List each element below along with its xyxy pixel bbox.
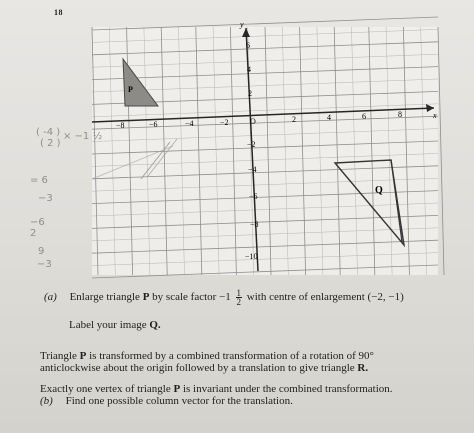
part-b-text: Find one possible column vector for the translation. bbox=[65, 395, 293, 407]
transform-line1-middle: is transformed by a combined transformation of a rotation of 90° bbox=[89, 350, 374, 362]
x-tick-label: −8 bbox=[116, 121, 125, 130]
y-tick-label: −4 bbox=[248, 165, 257, 174]
y-tick-label: 4 bbox=[247, 65, 251, 74]
part-a-line2-prefix: Label your image bbox=[69, 319, 147, 331]
question-part-b bbox=[40, 395, 460, 408]
triangle-q-label: Q bbox=[375, 185, 383, 196]
question-part-a-line-2 bbox=[69, 319, 474, 332]
working-column-bottom: ( 2 ) bbox=[40, 138, 61, 149]
part-a-scale-fraction bbox=[236, 289, 243, 306]
part-a-suffix: with centre of enlargement (−2, −1) bbox=[246, 291, 404, 304]
transform-line2-prefix: anticlockwise about the origin followed by a translation to give triangle bbox=[40, 362, 355, 374]
x-axis-label: x bbox=[433, 111, 437, 120]
y-tick-label: 6 bbox=[246, 41, 250, 50]
invariant-line bbox=[40, 383, 470, 395]
invariant-line-prefix: Exactly one vertex of triangle bbox=[40, 383, 171, 395]
part-a-line2-q: Q. bbox=[149, 319, 161, 331]
working-lower-bottom: −3 bbox=[37, 259, 52, 270]
y-axis-label: y bbox=[240, 20, 244, 29]
part-b-label: (b) bbox=[40, 395, 53, 407]
working-lower-top: 9 bbox=[38, 246, 45, 257]
transform-line1-prefix: Triangle bbox=[40, 350, 77, 362]
transformation-line-1 bbox=[40, 350, 470, 362]
part-a-prefix: Enlarge triangle bbox=[69, 291, 140, 304]
y-tick-label: −8 bbox=[250, 220, 259, 229]
grid-line-vertical bbox=[438, 27, 444, 275]
transform-line1-p: P bbox=[79, 350, 87, 362]
invariant-line-suffix: is invariant under the combined transformation. bbox=[182, 383, 393, 395]
part-a-scale-denominator: 2 bbox=[236, 297, 242, 307]
x-tick-label: 6 bbox=[362, 112, 366, 121]
part-a-triangle: P bbox=[142, 291, 150, 304]
transform-line2-r: R. bbox=[357, 362, 369, 374]
working-result-bottom: −3 bbox=[38, 193, 53, 204]
part-a-scale-whole: −1 bbox=[219, 291, 231, 304]
part-a-label: (a) bbox=[44, 291, 57, 304]
working-side-bottom: 2 bbox=[30, 228, 37, 239]
y-tick-label: −2 bbox=[247, 140, 256, 149]
x-tick-label: 2 bbox=[292, 115, 296, 124]
part-a-middle: by scale factor bbox=[152, 291, 217, 304]
working-side-top: −6 bbox=[30, 217, 45, 228]
y-tick-label: 2 bbox=[248, 89, 252, 98]
working-scale-factor: × −1 ½ bbox=[63, 131, 103, 142]
x-tick-label: −2 bbox=[220, 118, 229, 127]
y-tick-label: −10 bbox=[245, 252, 258, 261]
question-part-a bbox=[44, 289, 464, 306]
y-tick-label: −6 bbox=[249, 192, 258, 201]
invariant-line-p: P bbox=[173, 383, 181, 395]
origin-label: O bbox=[250, 117, 256, 126]
graph-background bbox=[92, 27, 438, 275]
triangle-p-label: P bbox=[128, 85, 133, 94]
x-tick-label: −4 bbox=[185, 119, 194, 128]
x-tick-label: 4 bbox=[327, 113, 331, 122]
working-result-top: = 6 bbox=[30, 175, 48, 186]
working-column-top: ( -4 ) bbox=[36, 127, 61, 138]
transformation-line-2 bbox=[40, 362, 470, 374]
x-tick-label: −6 bbox=[149, 120, 158, 129]
page-number: 18 bbox=[54, 8, 63, 17]
part-a-scale-numerator: 1 bbox=[236, 288, 242, 298]
x-tick-label: 8 bbox=[398, 110, 402, 119]
